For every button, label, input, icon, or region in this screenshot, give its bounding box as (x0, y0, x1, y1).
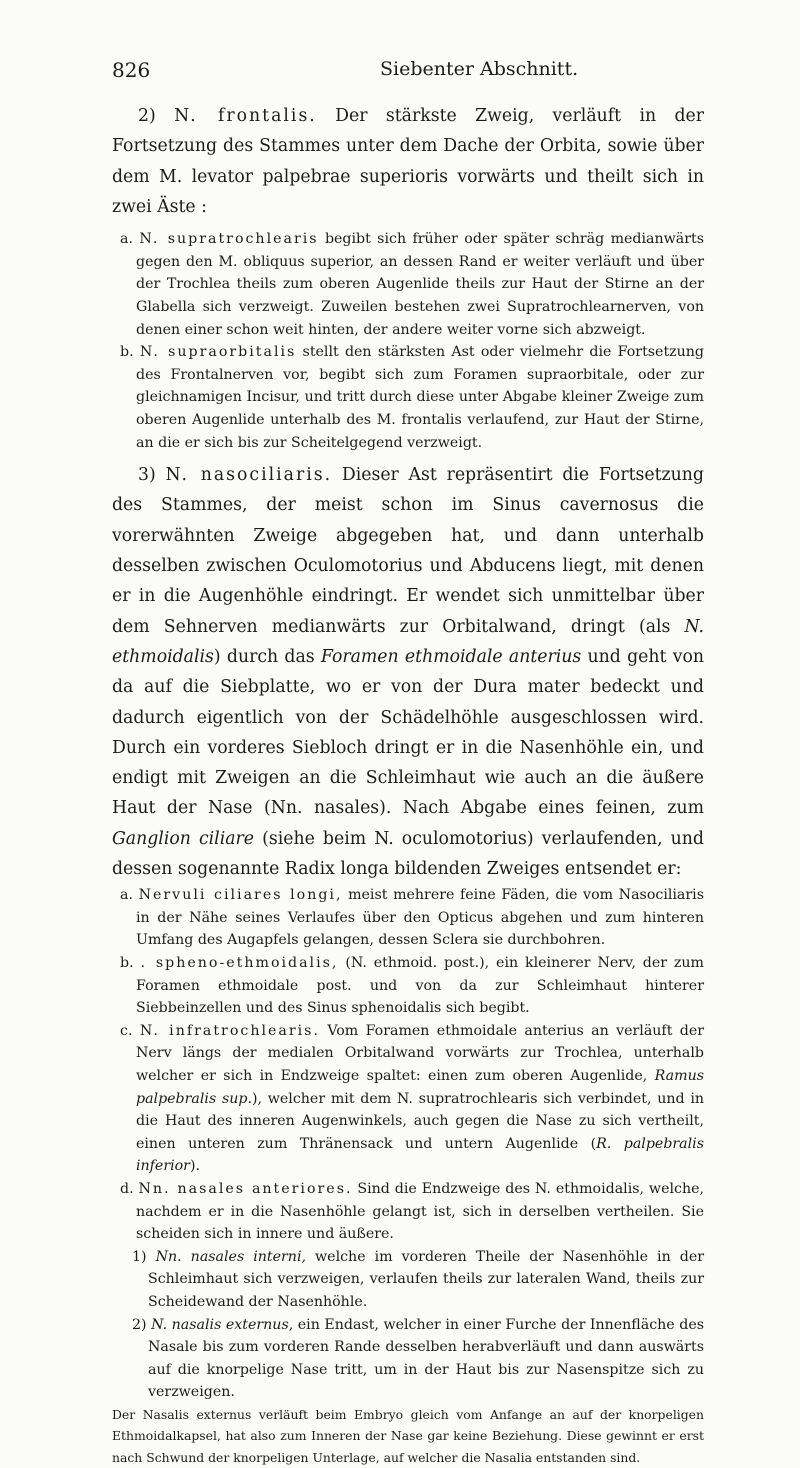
nerve-name: Nn. nasales anteriores. (138, 1181, 353, 1197)
page-body (112, 101, 704, 1468)
item-text: welche im vorderen Theile der Nasenhöhle in der Schleimhaut sich verzweigen, verlaufen theils zur lateralen Wand, theils zur Scheidewand der Nasenhöhle. (148, 1248, 704, 1310)
item-supratrochlearis (120, 228, 705, 341)
item-text: meist mehrere feine Fäden, die vom Nasociliaris in der Nähe seines Verlaufes über den Opticus abgehen und zum hinteren Umfang des Augapfels gelangen, dessen Sclera sie durchbohren. (136, 887, 704, 949)
nerve-name: N. frontalis. (174, 106, 317, 126)
paragraph-text: und geht von da auf die Siebplatte, wo er von der Dura mater bedeckt und dadurch eigentlich von der Schädelhöhle ausgeschlossen wird. Durch ein vorderes Siebloch dringt er in die Nasenhöhle ein, und endigt mit Zweigen an die Schleimhaut wie auch an die äußere Haut der Nase (Nn. nasales). Nach Abgabe eines feinen, zum (112, 646, 705, 819)
section-number: 2) (138, 106, 175, 126)
paragraph-frontalis (112, 101, 704, 222)
item-spheno-ethmoidalis (120, 952, 705, 1020)
paragraph-nasociliaris (112, 460, 704, 884)
item-label: b. (120, 344, 140, 361)
nerve-name: . spheno-ethmoidalis, (140, 955, 339, 972)
item-label: b. (120, 955, 141, 972)
item-text: (N. ethmoid. post.), ein kleinerer Nerv, der zum Foramen ethmoidale post. und von da zur Schleimhaut hinterer Siebbeinzellen und des Sinus sphenoidalis sich begibt. (136, 955, 705, 1017)
item-text: stellt den stärksten Ast oder vielmehr die Fortsetzung des Frontalnerven vor, begibt sich zum Foramen supraorbitale, oder zur gleichnamigen Incisur, und tritt durch diese unter Abgabe kleiner Zweige zum oberen Augenlide unterhalb des M. frontalis verlaufend, zur Haut der Stirne, an die er sich bis zur Scheitelgegend verzweigt. (136, 344, 704, 451)
italic-term: Ganglion ciliare (112, 828, 255, 849)
item-infratrochlearis (120, 1020, 704, 1178)
item-text: begibt sich früher oder später schräg medianwärts gegen den M. obliquus superior, an dessen Rand er weiter verläuft und über der Trochlea theils zum oberen Augenlide theils zur Haut der Stirne an der Glabella sich verzweigt. Zuweilen bestehen zwei Supratrochlearnerven, von denen einer schon weit hinten, der andere weiter vorne sich abzweigt. (136, 231, 705, 338)
paragraph-text: (siehe beim N. oculomotorius) verlaufenden, und dessen sogenannte Radix longa bildenden Zweiges entsendet er: (112, 828, 704, 879)
section-number: 3) (138, 465, 166, 486)
item-label: a. (120, 231, 140, 248)
italic-term: Ramus palpebralis sup. (136, 1068, 704, 1107)
item-text: , ein Endast, welcher in einer Furche der Innenfläche des Nasale bis zum vorderen Rande desselben herabverläuft und dann auswärts auf die knorpelige Nase tritt, um in der Haut bis zur Nasenspitze sich zu verzweigen. (148, 1316, 705, 1401)
paragraph-text: Der stärkste Zweig, verläuft in der Fortsetzung des Stammes unter dem Dache der Orbita, sowie über dem M. levator palpebrae superioris vorwärts und theilt sich in zwei Äste : (112, 106, 705, 217)
item-text: Vom Foramen ethmoidale anterius an verläuft der Nerv längs der medialen Orbitalwand vorwärts zur Trochlea, unterhalb welcher er sich in Endzweige spaltet: einen zum oberen Augenlide, (136, 1022, 704, 1085)
item-text: ), welcher mit dem N. supratrochlearis sich verbindet, und in die Haut des inneren Augenwinkels, auch gegen die Nase zu sich vertheilt, einen unteren zum Thränensack und untern Augenlide ( (136, 1090, 704, 1152)
nerve-name: Nervuli ciliares longi, (138, 887, 343, 904)
page-number: 826 (112, 58, 151, 82)
page-header (0, 58, 800, 88)
italic-term: N. nasalis externus (151, 1316, 289, 1333)
nerve-name: N. supraorbitalis (139, 344, 297, 361)
nerve-name: N. supratrochlearis (139, 231, 319, 248)
italic-term: R. palpebralis inferior (136, 1135, 704, 1175)
nerve-name: N. infratrochlearis. (139, 1022, 320, 1039)
nerve-name: N. nasociliaris. (165, 465, 333, 486)
item-label: c. (120, 1022, 140, 1039)
footnote: Der Nasalis externus verläuft beim Embryo gleich vom Anfange an auf der knorpeligen Ethmoidalkapsel, hat also zum Inneren der Nase gar keine Beziehung. Diese gewinnt er erst nach Schwund der knorpeligen Unterlage, auf welcher die Nasalia entstanden sind. (112, 1406, 704, 1465)
italic-term: Foramen ethmoidale anterius (320, 646, 582, 667)
item-supraorbitalis (120, 341, 704, 454)
item-label: 2) (132, 1316, 152, 1333)
italic-term: N. ethmoidalis (112, 616, 704, 667)
paragraph-text: Dieser Ast repräsentirt die Fortsetzung des Stammes, der meist schon im Sinus cavernosus die vorerwähnten Zweige abgegeben hat, und dann unterhalb desselben zwischen Oculomotorius und Abducens liegt, mit denen er in die Augenhöhle eindringt. Er wendet sich unmittelbar über dem Sehnerven medianwärts zur Orbitalwand, dringt (als (112, 465, 704, 637)
item-nasalis-externus (132, 1314, 705, 1404)
item-label: d. (120, 1181, 139, 1197)
paragraph-text: ) durch das (213, 646, 321, 667)
item-text: Sind die Endzweige des N. ethmoidalis, welche, nachdem er in die Nasenhöhle gelangt ist, sich in derselben vertheilen. Sie scheiden sich in innere und äußere. (136, 1181, 704, 1243)
item-text: ). (189, 1158, 201, 1175)
running-title: Siebenter Abschnitt. (380, 58, 579, 80)
item-nasales-anteriores (120, 1178, 704, 1246)
item-label: a. (120, 887, 139, 904)
item-nasales-interni (132, 1246, 704, 1314)
item-nervuli-ciliares (120, 884, 704, 952)
item-label: 1) (132, 1248, 156, 1265)
italic-term: Nn. nasales interni, (155, 1248, 306, 1265)
